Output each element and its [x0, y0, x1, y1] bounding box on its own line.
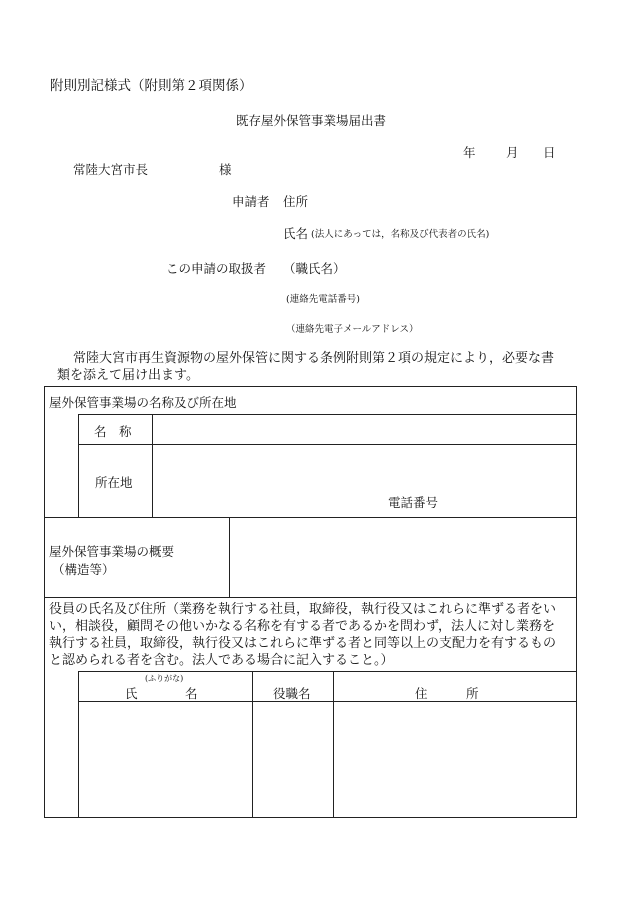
handler-label: この申請の取扱者: [166, 261, 267, 276]
facility-phone-field[interactable]: [445, 490, 575, 515]
officer-position-field[interactable]: [253, 702, 332, 817]
officer-name-field[interactable]: [79, 702, 251, 817]
officers-instructions-line-1: 役員の氏名及び住所（業務を執行する社員，取締役，執行役又はこれらに準ずる者をい: [49, 602, 557, 617]
handler-email: （連絡先電子メールアドレス）: [286, 324, 419, 335]
facility-location-label: 所在地: [95, 475, 133, 490]
facility-location-field[interactable]: [153, 445, 576, 489]
divider: [78, 671, 577, 672]
officer-name-header-2: 名: [185, 686, 198, 701]
document-title: 既存屋外保管事業場届出書: [236, 113, 387, 128]
officer-furigana-label: (ふりがな): [145, 674, 184, 683]
handler-phone: (連絡先電話番号): [286, 294, 360, 305]
applicant-address-label: 住所: [283, 194, 309, 209]
officer-position-header: 役職名: [273, 686, 311, 701]
date-month-label: 月: [506, 145, 519, 160]
section-facility-overview-title: 屋外保管事業場の概要: [49, 544, 175, 559]
facility-overview-field[interactable]: [230, 518, 576, 596]
applicant-name-label: 氏名: [283, 226, 309, 241]
officer-name-header-1: 氏: [125, 686, 138, 701]
officers-instructions-line-2: い，相談役，顧問その他いかなる名称を有する者であるかを問わず，法人に対し業務を: [49, 619, 555, 634]
applicant-label: 申請者: [232, 194, 270, 209]
applicant-name-note: (法人にあっては，名称及び代表者の氏名): [311, 229, 490, 240]
section-facility-name-location-title: 屋外保管事業場の名称及び所在地: [49, 395, 237, 410]
officers-instructions-line-4: と認められる者を含む。法人である場合に記入すること。）: [49, 653, 394, 668]
intro-line-2: 類を添えて届け出ます。: [57, 368, 199, 383]
addressee-honorific: 様: [219, 162, 232, 177]
handler-title-name: （職氏名）: [283, 261, 346, 276]
divider: [78, 414, 79, 517]
officers-instructions-line-3: 執行する社員，取締役，執行役又はこれらに準ずる者と同等以上の支配力を有するもの: [49, 636, 557, 651]
officer-address-header-1: 住: [415, 686, 428, 701]
facility-name-label: 名 称: [94, 424, 132, 439]
addressee-mayor: 常陸大宮市長: [73, 162, 149, 177]
date-day-label: 日: [543, 145, 556, 160]
date-year-label: 年: [463, 145, 476, 160]
officer-address-field[interactable]: [334, 702, 576, 817]
divider: [44, 597, 577, 598]
facility-phone-label: 電話番号: [388, 495, 439, 510]
facility-name-field[interactable]: [153, 415, 576, 444]
officer-address-header-2: 所: [466, 686, 479, 701]
form-label: 附則別記様式（附則第２項関係）: [50, 78, 253, 94]
section-facility-overview-subtitle: （構造等）: [52, 562, 115, 577]
intro-line-1: 常陸大宮市再生資源物の屋外保管に関する条例附則第２項の規定により，必要な書: [73, 351, 555, 366]
